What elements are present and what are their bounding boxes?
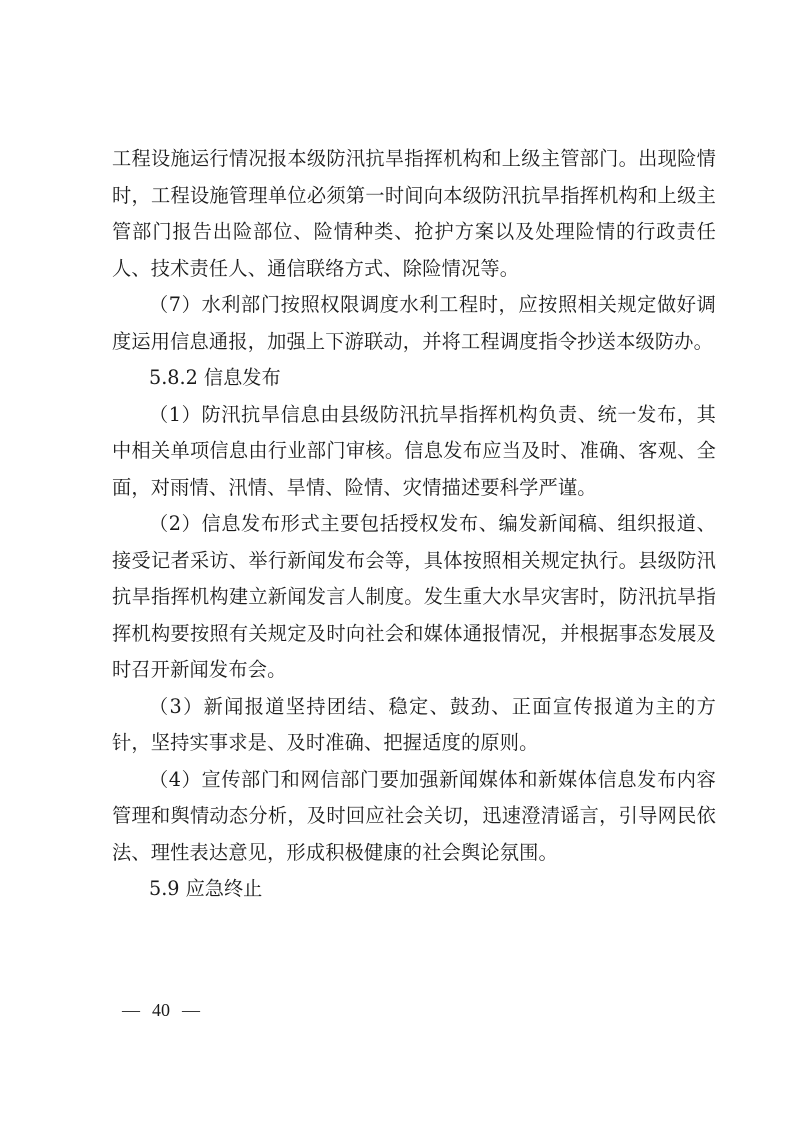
page-footer xyxy=(122,995,200,1025)
section-heading-5-9: 5.9 应急终止 xyxy=(149,877,263,900)
footer-dash-left: — xyxy=(122,1000,140,1020)
paragraph-continuation: 工程设施运行情况报本级防汛抗旱指挥机构和上级主管部门。出现险情时，工程设施管理单位必须第一时间向本级防汛抗旱指挥机构和上级主管部门报告出险部位、险情种类、抢护方案以及处理险情的行政责任人、技术责任人、通信联络方式、除险情况等。 xyxy=(112,147,716,280)
paragraph-item-3: （3）新闻报道坚持团结、稳定、鼓劲、正面宣传报道为主的方针，坚持实事求是、及时准确、把握适度的原则。 xyxy=(112,694,716,754)
paragraph-item-7: （7）水利部门按照权限调度水利工程时，应按照相关规定做好调度运用信息通报，加强上下游联动，并将工程调度指令抄送本级防办。 xyxy=(112,293,716,353)
paragraph-item-2: （2）信息发布形式主要包括授权发布、编发新闻稿、组织报道、接受记者采访、举行新闻发布会等，具体按照相关规定执行。县级防汛抗旱指挥机构建立新闻发言人制度。发生重大水旱灾害时，防汛抗旱指挥机构要按照有关规定及时向社会和媒体通报情况，并根据事态发展及时召开新闻发布会。 xyxy=(112,512,716,681)
paragraph-item-4: （4）宣传部门和网信部门要加强新闻媒体和新媒体信息发布内容管理和舆情动态分析，及时回应社会关切，迅速澄清谣言，引导网民依法、理性表达意见，形成积极健康的社会舆论氛围。 xyxy=(112,767,716,864)
section-heading-5-8-2: 5.8.2 信息发布 xyxy=(149,366,281,389)
page-number: 40 xyxy=(152,1000,170,1020)
paragraph-item-1: （1）防汛抗旱信息由县级防汛抗旱指挥机构负责、统一发布，其中相关单项信息由行业部门审核。信息发布应当及时、准确、客观、全面，对雨情、汛情、旱情、险情、灾情描述要科学严谨。 xyxy=(112,402,716,499)
footer-dash-right: — xyxy=(182,1000,200,1020)
document-body xyxy=(112,141,716,908)
